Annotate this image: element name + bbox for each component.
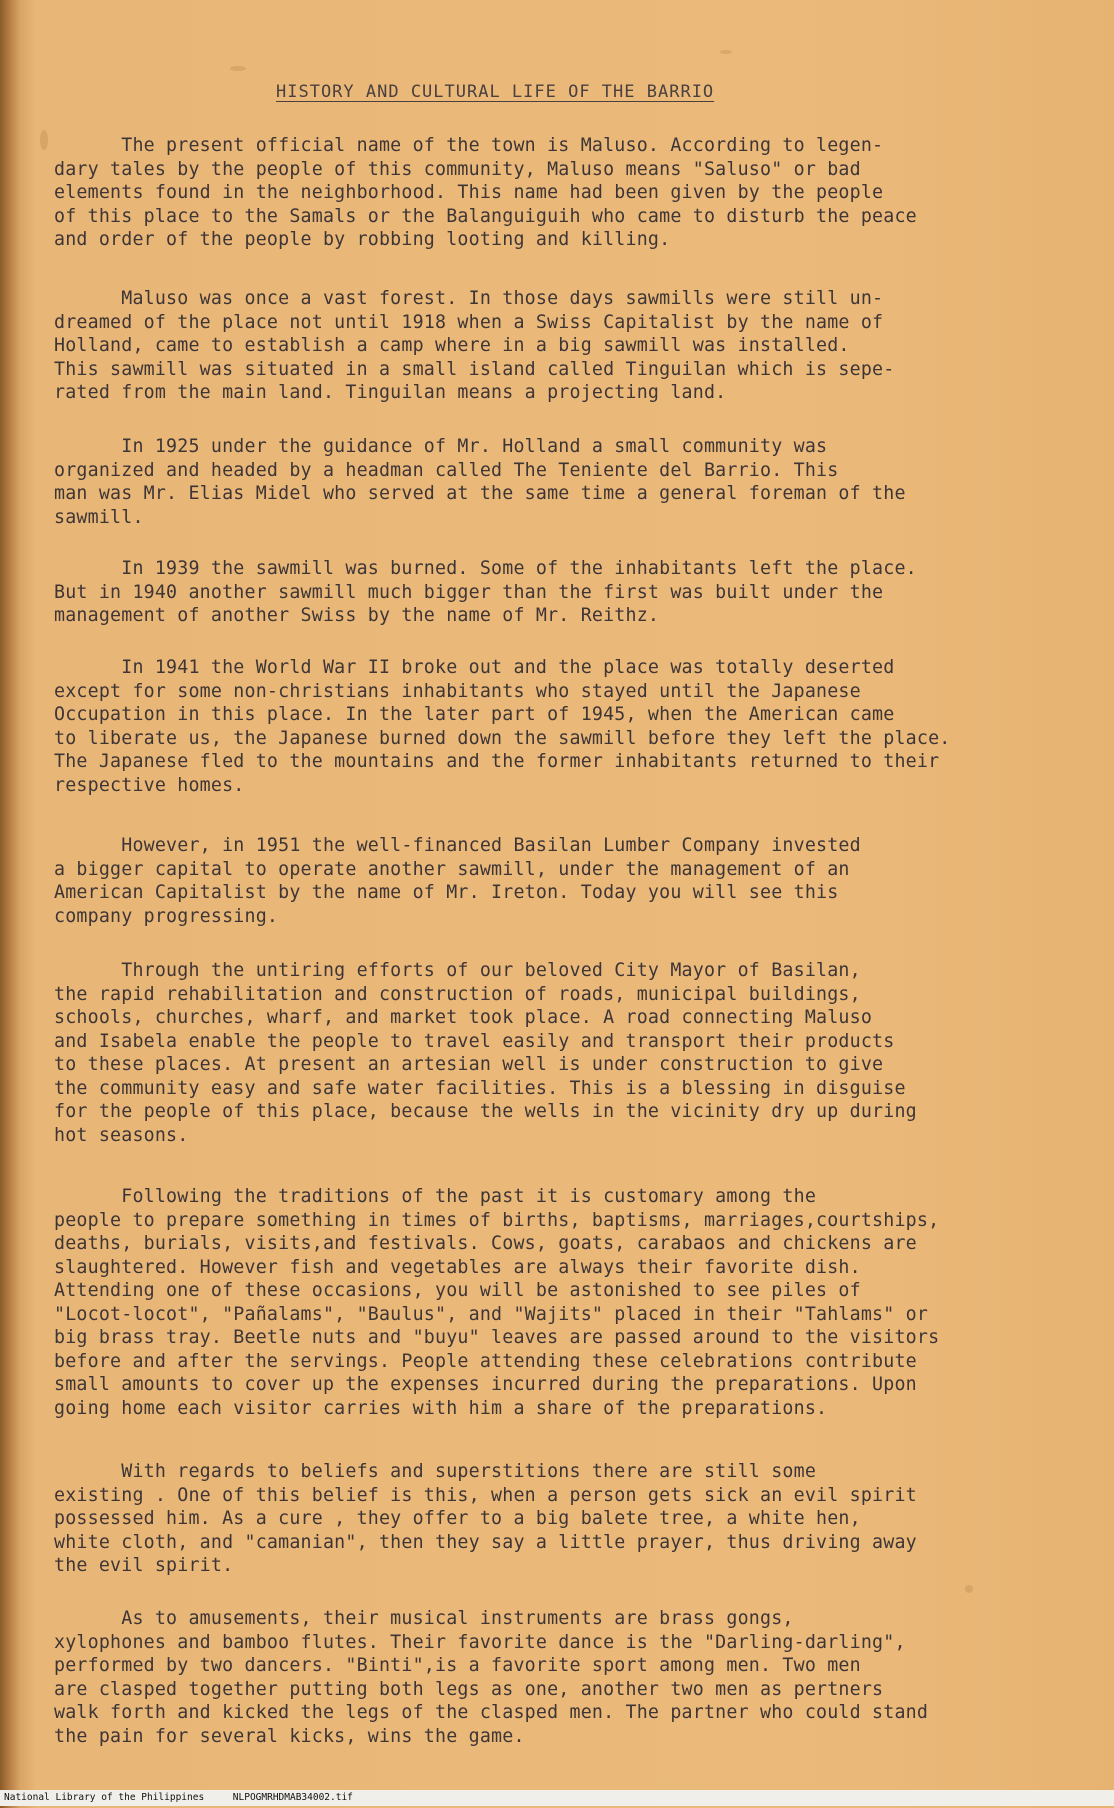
footer-library: National Library of the Philippines bbox=[4, 1792, 205, 1803]
text-line: management of another Swiss by the name of Mr. Reithz. bbox=[54, 605, 660, 626]
text-line: white cloth, and "camanian", then they say a little prayer, thus driving away bbox=[54, 1531, 917, 1553]
text-line: In 1925 under the guidance of Mr. Holland a small community was bbox=[54, 436, 828, 457]
text-line: As to amusements, their musical instruments are brass gongs, bbox=[54, 1608, 794, 1629]
text-line: big brass tray. Beetle nuts and "buyu" leaves are passed around to the visitors bbox=[54, 1327, 940, 1348]
text-line: elements found in the neighborhood. This name had been given by the people bbox=[54, 182, 884, 203]
paragraph-traditions bbox=[54, 1185, 1029, 1420]
text-line: to these places. At present an artesian well is under construction to give bbox=[54, 1054, 884, 1075]
text-line: going home each visitor carries with him a share of the preparations. bbox=[54, 1397, 828, 1419]
text-line: schools, churches, wharf, and market took place. A road connecting Maluso bbox=[54, 1007, 873, 1028]
text-line: the evil spirit. bbox=[54, 1555, 234, 1576]
text-line: This sawmill was situated in a small island called Tinguilan which is sepe- bbox=[54, 358, 895, 380]
text-line: Attending one of these occasions, you will be astonished to see piles of bbox=[54, 1280, 861, 1301]
text-line: slaughtered. However fish and vegetables are always their favorite dish. bbox=[54, 1256, 861, 1278]
text-line: and Isabela enable the people to travel easily and transport their products bbox=[54, 1030, 895, 1052]
text-line: rated from the main land. Tinguilan means a projecting land. bbox=[54, 382, 727, 403]
text-line: to liberate us, the Japanese burned down the sawmill before they left the place. bbox=[54, 727, 951, 749]
text-line: Occupation in this place. In the later part of 1945, when the American came bbox=[54, 704, 895, 725]
paper-stain bbox=[965, 1585, 973, 1593]
paragraph-amusements bbox=[54, 1607, 1029, 1748]
text-line: In 1939 the sawmill was burned. Some of the inhabitants left the place. bbox=[54, 558, 917, 579]
text-line: performed by two dancers. "Binti",is a favorite sport among men. Two men bbox=[54, 1655, 861, 1676]
text-line: walk forth and kicked the legs of the clasped men. The partner who could stand bbox=[54, 1702, 929, 1723]
text-line: American Capitalist by the name of Mr. Ireton. Today you will see this bbox=[54, 882, 839, 903]
text-line: dreamed of the place not until 1918 when a Swiss Capitalist by the name of bbox=[54, 311, 884, 333]
text-line: before and after the servings. People attending these celebrations contribute bbox=[54, 1350, 917, 1372]
scan-footer bbox=[0, 1790, 1114, 1806]
document-title: HISTORY AND CULTURAL LIFE OF THE BARRIO bbox=[276, 82, 715, 102]
paragraph-beliefs bbox=[54, 1460, 1029, 1578]
text-line: a bigger capital to operate another sawmill, under the management of an bbox=[54, 858, 850, 880]
paper-stain bbox=[40, 130, 48, 150]
text-line: the rapid rehabilitation and construction of roads, municipal buildings, bbox=[54, 983, 861, 1005]
text-line: organized and headed by a headman called The Teniente del Barrio. This bbox=[54, 459, 839, 481]
text-line: and order of the people by robbing looting and killing. bbox=[54, 229, 671, 250]
text-line: xylophones and bamboo flutes. Their favorite dance is the "Darling-darling", bbox=[54, 1631, 906, 1653]
paragraph-forest-sawmill bbox=[54, 287, 1029, 405]
text-line: existing . One of this belief is this, when a person gets sick an evil spirit bbox=[54, 1484, 917, 1506]
text-line: man was Mr. Elias Midel who served at the same time a general foreman of the bbox=[54, 483, 906, 504]
text-line: sawmill. bbox=[54, 506, 144, 528]
text-line: possessed him. As a cure , they offer to a big balete tree, a white hen, bbox=[54, 1508, 861, 1529]
text-line: respective homes. bbox=[54, 774, 245, 796]
paper-stain bbox=[720, 50, 732, 54]
paragraph-name-origin bbox=[54, 134, 1029, 252]
paragraph-community-organized bbox=[54, 435, 1029, 529]
text-line: Through the untiring efforts of our beloved City Mayor of Basilan, bbox=[54, 960, 861, 981]
text-line: However, in 1951 the well-financed Basilan Lumber Company invested bbox=[54, 835, 861, 856]
text-line: for the people of this place, because the wells in the vicinity dry up during bbox=[54, 1101, 917, 1122]
text-line: of this place to the Samals or the Balanguiguih who came to disturb the peace bbox=[54, 205, 917, 227]
paragraph-world-war bbox=[54, 656, 1029, 797]
text-line: Holland, came to establish a camp where in a big sawmill was installed. bbox=[54, 335, 850, 356]
text-line: deaths, burials, visits,and festivals. Cows, goats, carabaos and chickens are bbox=[54, 1233, 917, 1254]
text-line: company progressing. bbox=[54, 905, 279, 927]
text-line: except for some non-christians inhabitants who stayed until the Japanese bbox=[54, 680, 861, 702]
text-line: Maluso was once a vast forest. In those days sawmills were still un- bbox=[54, 288, 884, 309]
text-line: The Japanese fled to the mountains and the former inhabitants returned to their bbox=[54, 751, 940, 772]
text-line: Following the traditions of the past it is customary among the bbox=[54, 1186, 817, 1207]
text-line: With regards to beliefs and superstitions there are still some bbox=[54, 1461, 817, 1482]
text-line: are clasped together putting both legs as one, another two men as pertners bbox=[54, 1678, 884, 1700]
paragraph-sawmill-burned bbox=[54, 557, 1029, 628]
paragraph-rehabilitation bbox=[54, 959, 1029, 1147]
paper-stain bbox=[230, 66, 246, 71]
paragraph-lumber-company bbox=[54, 834, 1029, 928]
text-line: dary tales by the people of this community, Maluso means "Saluso" or bad bbox=[54, 158, 861, 180]
text-line: people to prepare something in times of births, baptisms, marriages,courtships, bbox=[54, 1209, 940, 1231]
text-line: hot seasons. bbox=[54, 1124, 189, 1146]
text-line: The present official name of the town is Maluso. According to legen- bbox=[54, 135, 884, 156]
text-line: the community easy and safe water facilities. This is a blessing in disguise bbox=[54, 1077, 906, 1099]
text-line: "Locot-locot", "Pañalams", "Baulus", and "Wajits" placed in their "Tahlams" or bbox=[54, 1303, 929, 1325]
text-line: But in 1940 another sawmill much bigger than the first was built under the bbox=[54, 581, 884, 603]
footer-file: NLPOGMRHDMAB34002.tif bbox=[232, 1792, 353, 1803]
text-line: In 1941 the World War II broke out and the place was totally deserted bbox=[54, 657, 895, 678]
text-line: the pain for several kicks, wins the game. bbox=[54, 1725, 525, 1747]
text-line: small amounts to cover up the expenses incurred during the preparations. Upon bbox=[54, 1374, 917, 1395]
